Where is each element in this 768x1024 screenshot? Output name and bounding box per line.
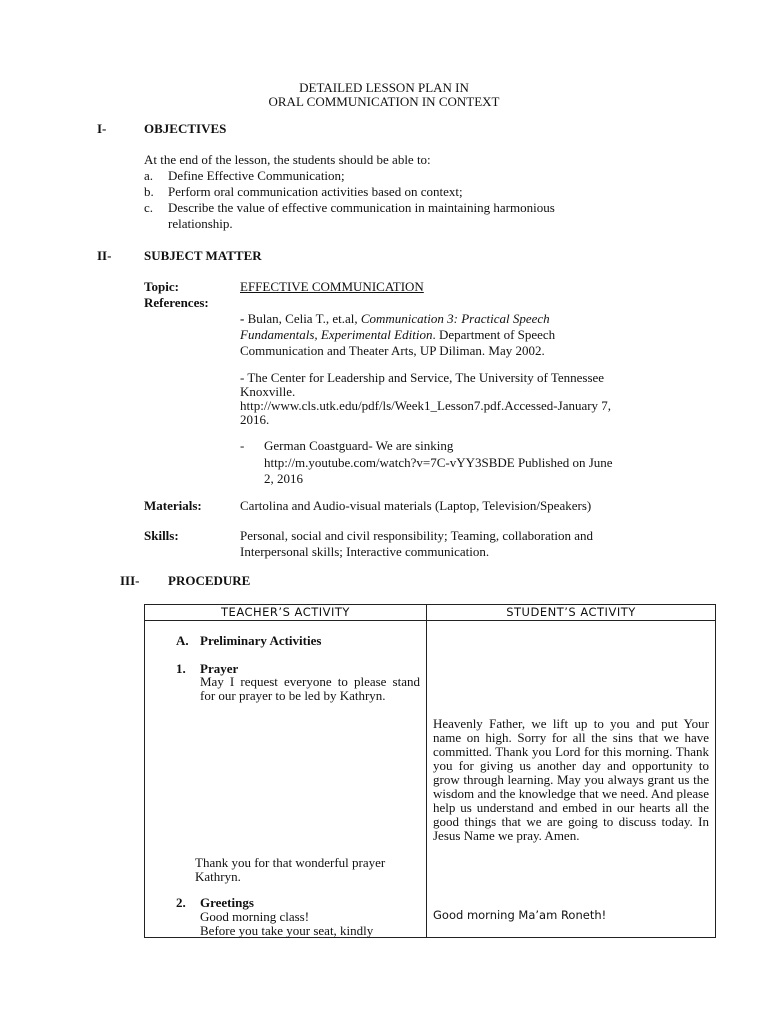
student-activity-header: STUDENT’S ACTIVITY [427, 605, 716, 621]
greetings-line1: Good morning class! [200, 909, 310, 924]
reference-3-dash: - [240, 438, 245, 453]
objective-text-b: Perform oral communication activities based on context; [168, 184, 463, 199]
teacher-activity-cell [145, 621, 427, 938]
section-heading-objectives: OBJECTIVES [144, 121, 227, 136]
objective-letter-b: b. [144, 184, 154, 199]
reference-1-title-a: Communication 3: Practical Speech [360, 311, 550, 326]
student-activity-cell [427, 621, 716, 938]
greetings-heading: Greetings [200, 895, 254, 910]
topic-label: Topic: [144, 279, 179, 294]
objective-letter-a: a. [144, 168, 154, 183]
section-number-procedure: III- [120, 573, 140, 588]
teacher-activity-header: TEACHER’S ACTIVITY [145, 605, 427, 621]
objective-text-c: Describe the value of effective communication in maintaining harmonious [168, 200, 555, 215]
section-heading-procedure: PROCEDURE [168, 573, 251, 588]
student-prayer: Heavenly Father, we lift up to you and put Your name on high. Sorry for all the sins that we have committed. Thank you Lord for this morning. Thank you for giving us another day and opportunity to grow through learning. May you always grant us the wisdom and the knowledge that we need. And please help us understand and embed in our hearts all the good things that we are going to discuss today. In Jesus Name we pray. Amen. [433, 716, 709, 843]
skills-label: Skills: [144, 528, 179, 543]
objective-letter-c: c. [144, 200, 154, 215]
reference-1-line1 [240, 311, 550, 326]
document-title-line2: ORAL COMMUNICATION IN CONTEXT [268, 94, 500, 109]
skills-line2: Interpersonal skills; Interactive communication. [240, 544, 490, 559]
reference-1-author: Bulan, Celia T., et.al, [244, 311, 361, 326]
table-header-row [145, 605, 716, 621]
materials-value: Cartolina and Audio-visual materials (Laptop, Television/Speakers) [240, 498, 592, 513]
table-row [145, 621, 716, 938]
prelim-letter: A. [176, 633, 189, 648]
reference-2-line1: - The Center for Leadership and Service, The University of Tennessee [240, 370, 605, 385]
materials-label: Materials: [144, 498, 202, 513]
reference-1-publisher: . Department of Speech [432, 327, 556, 342]
reference-2-line4: 2016. [240, 412, 270, 427]
reference-1-line3: Communication and Theater Arts, UP Diliman. May 2002. [240, 343, 545, 358]
greetings-number: 2. [176, 895, 186, 910]
thanks-line1: Thank you for that wonderful prayer [195, 855, 386, 870]
section-number-subject: II- [97, 248, 112, 263]
student-greeting: Good morning Ma’am Roneth! [433, 908, 607, 922]
prelim-heading: Preliminary Activities [200, 633, 322, 648]
document-title-line1: DETAILED LESSON PLAN IN [299, 80, 469, 95]
prayer-heading: Prayer [200, 661, 239, 676]
section-number-objectives: I- [97, 121, 107, 136]
greetings-line2: Before you take your seat, kindly [200, 923, 374, 938]
reference-3-line1: German Coastguard- We are sinking [264, 438, 454, 453]
reference-3-line3: 2, 2016 [264, 471, 303, 486]
reference-2-url[interactable]: http://www.cls.utk.edu/pdf/ls/Week1_Lesson7.pdf.Accessed-January 7, [240, 398, 612, 413]
reference-1-line2 [240, 327, 555, 342]
procedure-table [144, 604, 716, 938]
reference-3-url[interactable]: http://m.youtube.com/watch?v=7C-vYY3SBDE Published on June [264, 455, 613, 470]
prayer-instruction: May I request everyone to please stand for our prayer to be led by Kathryn. [200, 674, 420, 703]
objective-text-a: Define Effective Communication; [168, 168, 345, 183]
objective-text-c-cont: relationship. [168, 216, 233, 231]
prayer-number: 1. [176, 661, 186, 676]
skills-line1: Personal, social and civil responsibility; Teaming, collaboration and [240, 528, 594, 543]
topic-value: EFFECTIVE COMMUNICATION [240, 279, 424, 294]
references-label: References: [144, 295, 209, 310]
section-heading-subject: SUBJECT MATTER [144, 248, 262, 263]
reference-1-title-b: Fundamentals, Experimental Edition [240, 327, 433, 342]
thanks-line2: Kathryn. [195, 869, 241, 884]
reference-1-dash: - [240, 311, 245, 326]
reference-2-line2: Knoxville. [240, 384, 296, 399]
objectives-intro: At the end of the lesson, the students should be able to: [144, 152, 431, 167]
